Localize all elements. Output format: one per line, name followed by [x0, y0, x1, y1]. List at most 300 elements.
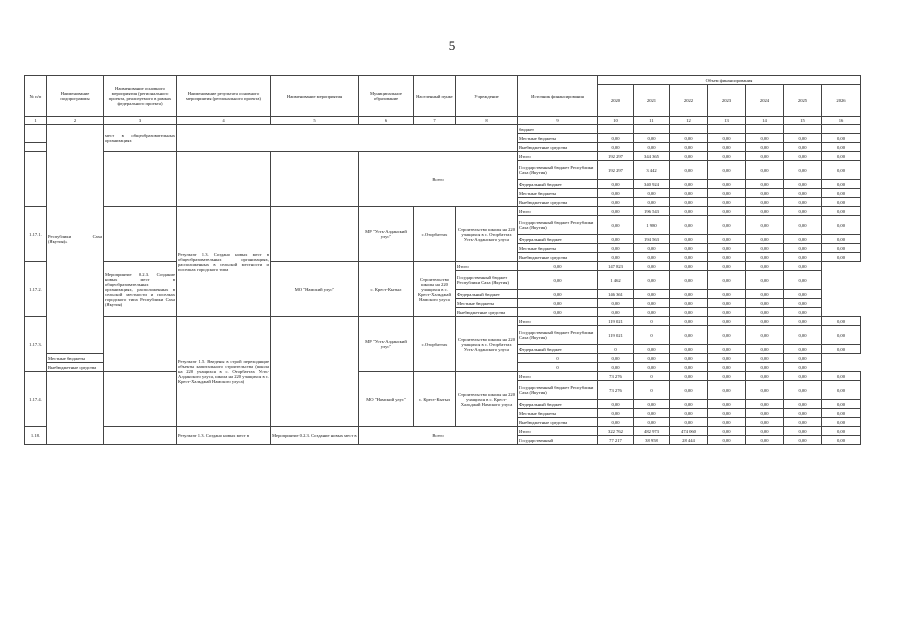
value-cell: 0,00	[708, 317, 746, 326]
value-cell: 0,00	[822, 207, 861, 216]
value-cell: 73 276	[598, 381, 634, 400]
value-cell: 0,00	[822, 326, 861, 345]
total-label: Всего	[359, 427, 518, 445]
settlement-cell: с. Крест-Кытыл	[359, 262, 414, 317]
value-cell: 0,00	[784, 427, 822, 436]
value-cell: 0,00	[634, 253, 670, 262]
value-cell: 196 543	[634, 207, 670, 216]
source-label: Внебюджетные средства	[456, 308, 518, 317]
value-cell: 0,00	[708, 381, 746, 400]
value-cell: 0,00	[822, 372, 861, 381]
source-label: Федеральный бюджет	[518, 345, 598, 354]
value-cell: 0,00	[746, 134, 784, 143]
source-label: Местные бюджеты	[47, 354, 104, 363]
value-cell: 0,00	[784, 244, 822, 253]
source-label: Итого	[518, 372, 598, 381]
value-cell: 0,00	[746, 161, 784, 180]
value-cell: 344 365	[634, 152, 670, 161]
value-cell: 0,00	[670, 326, 708, 345]
value-cell: 0,00	[708, 427, 746, 436]
value-cell: 0,00	[598, 235, 634, 244]
value-cell: 0,00	[670, 161, 708, 180]
column-number: 12	[670, 117, 708, 125]
main-event-cell: мест в общеобразовательных организациях	[104, 125, 177, 152]
value-cell: 0,00	[634, 143, 670, 152]
value-cell: 0,00	[708, 436, 746, 445]
value-cell: 0,00	[784, 381, 822, 400]
total-label: Всего	[359, 152, 518, 207]
column-number: 15	[784, 117, 822, 125]
subprogram-cell: Республики Саха (Якутия)»	[47, 125, 104, 354]
source-label: Внебюджетные средства	[518, 418, 598, 427]
value-cell: 0,00	[670, 235, 708, 244]
value-cell: 28 444	[670, 436, 708, 445]
value-cell	[598, 125, 634, 134]
value-cell: 192 297	[598, 161, 634, 180]
value-cell: 0,00	[784, 189, 822, 198]
value-cell: 0,00	[598, 354, 634, 363]
year-header: 2025	[784, 85, 822, 117]
value-cell: 0,00	[784, 345, 822, 354]
value-cell: 0,00	[598, 363, 634, 372]
source-label: Государственный бюджет Республики Саха (Якутия)	[456, 271, 518, 290]
source-label: Государственный бюджет Республики Саха (Якутия)	[518, 381, 598, 400]
value-cell: 0,00	[708, 235, 746, 244]
value-cell: 192 297	[598, 152, 634, 161]
value-cell: 0,00	[822, 427, 861, 436]
value-cell: 0,00	[518, 299, 598, 308]
value-cell: 0,00	[746, 427, 784, 436]
value-cell: 0,00	[708, 308, 746, 317]
column-number: 10	[598, 117, 634, 125]
value-cell: 0,00	[598, 134, 634, 143]
value-cell: 0,00	[746, 381, 784, 400]
source-label: Федеральный бюджет	[518, 180, 598, 189]
row-number: 1.17.3.	[25, 317, 47, 372]
value-cell: 0,00	[822, 317, 861, 326]
value-cell: 0,00	[822, 253, 861, 262]
value-cell: 0,00	[670, 381, 708, 400]
value-cell: 0,00	[634, 308, 670, 317]
value-cell: 0,00	[746, 244, 784, 253]
value-cell: 0,00	[634, 354, 670, 363]
main-event-cell	[104, 427, 177, 445]
source-label: Итого	[518, 317, 598, 326]
institution-cell: Строительство школы на 220 учащихся в с. Крест-Хальджай Намского улуса	[456, 372, 518, 427]
value-cell: 0,00	[518, 290, 598, 299]
value-cell: 0,00	[708, 290, 746, 299]
value-cell: 146 361	[598, 290, 634, 299]
value-cell: 0,00	[746, 299, 784, 308]
value-cell: 0,00	[634, 345, 670, 354]
value-cell	[746, 125, 784, 134]
value-cell: 0,00	[598, 400, 634, 409]
value-cell: 0,00	[746, 354, 784, 363]
year-header: 2024	[746, 85, 784, 117]
value-cell: 0,00	[708, 262, 746, 271]
column-number: 16	[822, 117, 861, 125]
value-cell: 0,00	[822, 418, 861, 427]
value-cell: 0,00	[598, 418, 634, 427]
row-number: 1.17.1.	[25, 207, 47, 262]
municipality-cell: МО "Намский улус"	[271, 262, 359, 317]
value-cell: 0,00	[746, 271, 784, 290]
header-source: Источник финансирования	[518, 76, 598, 117]
value-cell: 0	[634, 372, 670, 381]
source-label: Государственный бюджет Республики Саха (Якутия)	[518, 161, 598, 180]
institution-cell: Строительство школы на 220 учащихся в с. Крест-Хальджай Намского улуса	[414, 262, 456, 317]
value-cell: 0,00	[518, 271, 598, 290]
value-cell: 0,00	[708, 207, 746, 216]
value-cell: 0,00	[784, 152, 822, 161]
column-number: 11	[634, 117, 670, 125]
value-cell: 0,00	[670, 354, 708, 363]
value-cell: 0,00	[670, 134, 708, 143]
year-header: 2026	[822, 85, 861, 117]
column-number: 5	[271, 117, 359, 125]
value-cell: 0,00	[634, 363, 670, 372]
header-funding-group: Объем финансирования	[598, 76, 861, 85]
row-number: 1.17.4.	[25, 372, 47, 427]
value-cell: 0,00	[634, 299, 670, 308]
value-cell: 0	[634, 381, 670, 400]
value-cell: 0,00	[746, 152, 784, 161]
value-cell: 0,00	[670, 271, 708, 290]
value-cell: 0,00	[784, 198, 822, 207]
header-settlement: Населенный пункт	[414, 76, 456, 117]
header-result: Наименование результата основного мероприятия (регионального проекта)	[177, 76, 271, 117]
value-cell: 0,00	[784, 436, 822, 445]
value-cell: 0,00	[784, 235, 822, 244]
value-cell: 340 924	[634, 180, 670, 189]
value-cell: 0,00	[822, 216, 861, 235]
value-cell: 482 973	[634, 427, 670, 436]
settlement-cell: с.Оторбаттах	[414, 317, 456, 372]
result-cell: Результат 1.3. Создано новых мест в	[177, 427, 271, 445]
header-institution: Учреждение	[456, 76, 518, 117]
value-cell	[670, 125, 708, 134]
value-cell: 0,00	[670, 180, 708, 189]
value-cell: 0,00	[708, 161, 746, 180]
value-cell: 0,00	[708, 216, 746, 235]
column-number: 6	[359, 117, 414, 125]
source-label: Внебюджетные средства	[518, 253, 598, 262]
value-cell: 0,00	[598, 143, 634, 152]
value-cell: 0,00	[670, 317, 708, 326]
value-cell: 0,00	[708, 143, 746, 152]
value-cell: 0,00	[708, 372, 746, 381]
value-cell: 0,00	[746, 372, 784, 381]
source-label: Государственный бюджет Республики Саха (Якутия)	[518, 326, 598, 345]
value-cell: 0,00	[746, 290, 784, 299]
column-number-row	[25, 117, 861, 125]
header-event: Наименование мероприятия	[271, 76, 359, 117]
value-cell: 0,00	[634, 290, 670, 299]
value-cell: 0,00	[670, 143, 708, 152]
value-cell: 0	[518, 354, 598, 363]
value-cell: 0,00	[784, 354, 822, 363]
value-cell: 0,00	[784, 216, 822, 235]
value-cell: 0,00	[746, 253, 784, 262]
value-cell: 0,00	[670, 290, 708, 299]
source-label: Местные бюджеты	[518, 409, 598, 418]
value-cell: 0,00	[784, 299, 822, 308]
header-municipality: Муниципальное образование	[359, 76, 414, 117]
value-cell: 0,00	[634, 400, 670, 409]
value-cell: 0,00	[822, 436, 861, 445]
value-cell: 38 958	[634, 436, 670, 445]
source-label: Федеральный бюджет	[518, 235, 598, 244]
value-cell: 0,00	[784, 271, 822, 290]
value-cell: 0,00	[598, 180, 634, 189]
value-cell: 0,00	[708, 244, 746, 253]
value-cell: 0,00	[598, 253, 634, 262]
source-label: Итого	[518, 427, 598, 436]
value-cell: 0,00	[670, 207, 708, 216]
source-label: Итого	[456, 262, 518, 271]
value-cell: 0,00	[598, 244, 634, 253]
value-cell: 0,00	[670, 253, 708, 262]
value-cell: 0,00	[670, 400, 708, 409]
value-cell: 0,00	[634, 271, 670, 290]
value-cell: 0,00	[708, 198, 746, 207]
value-cell: 0,00	[746, 180, 784, 189]
value-cell: 0,00	[822, 235, 861, 244]
value-cell: 0,00	[708, 326, 746, 345]
value-cell: 0,00	[708, 345, 746, 354]
value-cell: 0,00	[634, 418, 670, 427]
value-cell: 0,00	[822, 244, 861, 253]
municipality-cell: МР "Усть-Алданский улус"	[359, 317, 414, 372]
value-cell	[634, 125, 670, 134]
value-cell: 119 021	[598, 326, 634, 345]
value-cell: 0,00	[670, 345, 708, 354]
value-cell: 0,00	[746, 235, 784, 244]
event-cell: Мероприятие 0.2.3. Создание новых мест в	[271, 427, 359, 445]
municipality-cell: МР "Усть-Алданский улус"	[359, 207, 414, 262]
value-cell: 0	[518, 363, 598, 372]
value-cell: 0,00	[708, 271, 746, 290]
value-cell: 0,00	[708, 253, 746, 262]
value-cell: 0,00	[518, 262, 598, 271]
value-cell: 0,00	[784, 326, 822, 345]
source-label: Местные бюджеты	[518, 189, 598, 198]
value-cell: 0,00	[634, 198, 670, 207]
column-number: 7	[414, 117, 456, 125]
value-cell: 0,00	[822, 134, 861, 143]
result-cell: Результат 1.3. Создано новых мест в общеобразовательных организациях, расположенных в сельской местности и поселках городского типа	[177, 207, 271, 317]
value-cell: 0,00	[634, 262, 670, 271]
value-cell	[822, 125, 861, 134]
value-cell: 0,00	[708, 409, 746, 418]
value-cell	[784, 125, 822, 134]
value-cell: 0,00	[670, 216, 708, 235]
source-label: Местные бюджеты	[518, 134, 598, 143]
value-cell: 0,00	[784, 207, 822, 216]
event-cell: Мероприятие 0.2.3. Создание новых мест в общеобразовательных организациях, расположенных в сельской местности и поселках городского типа Республики Саха (Якутия)	[104, 262, 177, 317]
value-cell: 0,00	[670, 244, 708, 253]
value-cell: 0	[634, 317, 670, 326]
column-number: 1	[25, 117, 47, 125]
value-cell: 194 563	[634, 235, 670, 244]
header-no: № п/п	[25, 76, 47, 117]
result-cell: Результат 1.5. Введены в строй переходящие объекты капитального строительства (школа на 220 учащихся в с. Оторбаттах Усть-Алданского улуса, школа на 220 учащихся в с. Крест-Хальджай Намского улуса)	[177, 317, 271, 427]
value-cell: 0,00	[598, 299, 634, 308]
value-cell: 0,00	[822, 381, 861, 400]
year-header: 2021	[634, 85, 670, 117]
value-cell: 0,00	[746, 143, 784, 152]
value-cell: 0,00	[784, 418, 822, 427]
value-cell: 0,00	[670, 372, 708, 381]
value-cell: 0,00	[598, 216, 634, 235]
value-cell: 0,00	[822, 143, 861, 152]
source-label: Итого	[518, 152, 598, 161]
source-label: Внебюджетные средства	[518, 198, 598, 207]
value-cell: 0,00	[708, 134, 746, 143]
value-cell: 0,00	[822, 189, 861, 198]
value-cell: 3 442	[634, 161, 670, 180]
value-cell: 0,00	[708, 354, 746, 363]
source-label: Федеральный бюджет	[456, 290, 518, 299]
value-cell: 0,00	[784, 253, 822, 262]
value-cell: 0,00	[634, 244, 670, 253]
value-cell: 0,00	[518, 308, 598, 317]
value-cell: 0,00	[598, 207, 634, 216]
source-label: Местные бюджеты	[456, 299, 518, 308]
source-label: Федеральный бюджет	[518, 400, 598, 409]
value-cell: 0,00	[746, 418, 784, 427]
value-cell: 0,00	[822, 180, 861, 189]
value-cell: 77 217	[598, 436, 634, 445]
value-cell: 0,00	[670, 198, 708, 207]
municipality-cell: МО "Намский улус"	[359, 372, 414, 427]
value-cell: 322 762	[598, 427, 634, 436]
value-cell: 0,00	[746, 189, 784, 198]
value-cell: 0,00	[670, 299, 708, 308]
header-subprogram: Наименование подпрограммы	[47, 76, 104, 117]
source-label: Государственный бюджет Республики Саха (Якутия)	[518, 216, 598, 235]
value-cell: 0,00	[708, 418, 746, 427]
value-cell: 0,00	[598, 189, 634, 198]
value-cell: 0,00	[670, 308, 708, 317]
value-cell: 0,00	[598, 198, 634, 207]
funding-table	[24, 75, 861, 445]
year-header: 2022	[670, 85, 708, 117]
value-cell: 0,00	[784, 134, 822, 143]
value-cell: 1 980	[634, 216, 670, 235]
year-header: 2023	[708, 85, 746, 117]
value-cell: 0,00	[708, 363, 746, 372]
value-cell: 0,00	[784, 308, 822, 317]
value-cell: 0,00	[746, 207, 784, 216]
value-cell: 0	[598, 345, 634, 354]
source-label: Итого	[518, 207, 598, 216]
value-cell: 0,00	[746, 262, 784, 271]
value-cell: 0,00	[784, 262, 822, 271]
value-cell: 0	[634, 326, 670, 345]
value-cell: 0,00	[822, 409, 861, 418]
value-cell: 0,00	[822, 161, 861, 180]
value-cell: 0,00	[746, 216, 784, 235]
value-cell: 0,00	[784, 161, 822, 180]
value-cell: 0,00	[822, 400, 861, 409]
source-label: бюджет	[518, 125, 598, 134]
value-cell: 0,00	[634, 409, 670, 418]
value-cell: 0,00	[784, 363, 822, 372]
value-cell: 0,00	[670, 418, 708, 427]
row-number: 1.17.2.	[25, 262, 47, 317]
column-number: 3	[104, 117, 177, 125]
value-cell	[708, 125, 746, 134]
value-cell: 0,00	[746, 363, 784, 372]
page-number: 5	[448, 38, 456, 53]
value-cell: 0,00	[822, 345, 861, 354]
value-cell: 0,00	[746, 308, 784, 317]
value-cell: 474 060	[670, 427, 708, 436]
source-label: Внебюджетные средства	[518, 143, 598, 152]
year-header: 2020	[598, 85, 634, 117]
institution-cell: Строительство школы на 220 учащихся в с. Оторбаттах Усть-Алданского улуса	[456, 207, 518, 262]
value-cell: 0,00	[784, 143, 822, 152]
value-cell: 0,00	[670, 152, 708, 161]
value-cell: 0,00	[784, 409, 822, 418]
value-cell: 0,00	[784, 372, 822, 381]
value-cell: 0,00	[822, 198, 861, 207]
value-cell: 0,00	[670, 363, 708, 372]
column-number: 8	[456, 117, 518, 125]
value-cell: 0,00	[598, 308, 634, 317]
value-cell: 0,00	[784, 290, 822, 299]
settlement-cell: с.Оторбаттах	[414, 207, 456, 262]
column-number: 4	[177, 117, 271, 125]
header-main-event: Наименование основного мероприятия (регионального проекта, реализуемого в рамках федерального проекта)	[104, 76, 177, 117]
settlement-cell: с. Крест-Кытыл	[414, 372, 456, 427]
value-cell: 0,00	[598, 409, 634, 418]
value-cell: 0,00	[746, 409, 784, 418]
value-cell: 0,00	[634, 134, 670, 143]
value-cell: 73 276	[598, 372, 634, 381]
source-label: Внебюджетные средства	[47, 363, 104, 372]
column-number: 9	[518, 117, 598, 125]
row-number: 1.18.	[25, 427, 47, 445]
column-number: 2	[47, 117, 104, 125]
source-label: Местные бюджеты	[518, 244, 598, 253]
value-cell: 147 823	[598, 262, 634, 271]
value-cell: 0,00	[670, 409, 708, 418]
value-cell: 0,00	[670, 262, 708, 271]
value-cell: 0,00	[746, 198, 784, 207]
value-cell: 0,00	[670, 189, 708, 198]
value-cell: 0,00	[784, 400, 822, 409]
value-cell: 0,00	[746, 317, 784, 326]
column-number: 13	[708, 117, 746, 125]
column-number: 14	[746, 117, 784, 125]
value-cell: 0,00	[784, 317, 822, 326]
value-cell: 119 021	[598, 317, 634, 326]
source-label: Государственный	[518, 436, 598, 445]
value-cell: 0,00	[822, 152, 861, 161]
value-cell: 0,00	[634, 189, 670, 198]
value-cell: 0,00	[708, 180, 746, 189]
value-cell: 0,00	[746, 345, 784, 354]
value-cell: 0,00	[708, 299, 746, 308]
value-cell: 0,00	[784, 180, 822, 189]
value-cell: 0,00	[708, 152, 746, 161]
value-cell: 0,00	[708, 400, 746, 409]
value-cell: 0,00	[708, 189, 746, 198]
value-cell: 0,00	[746, 326, 784, 345]
value-cell: 0,00	[746, 436, 784, 445]
